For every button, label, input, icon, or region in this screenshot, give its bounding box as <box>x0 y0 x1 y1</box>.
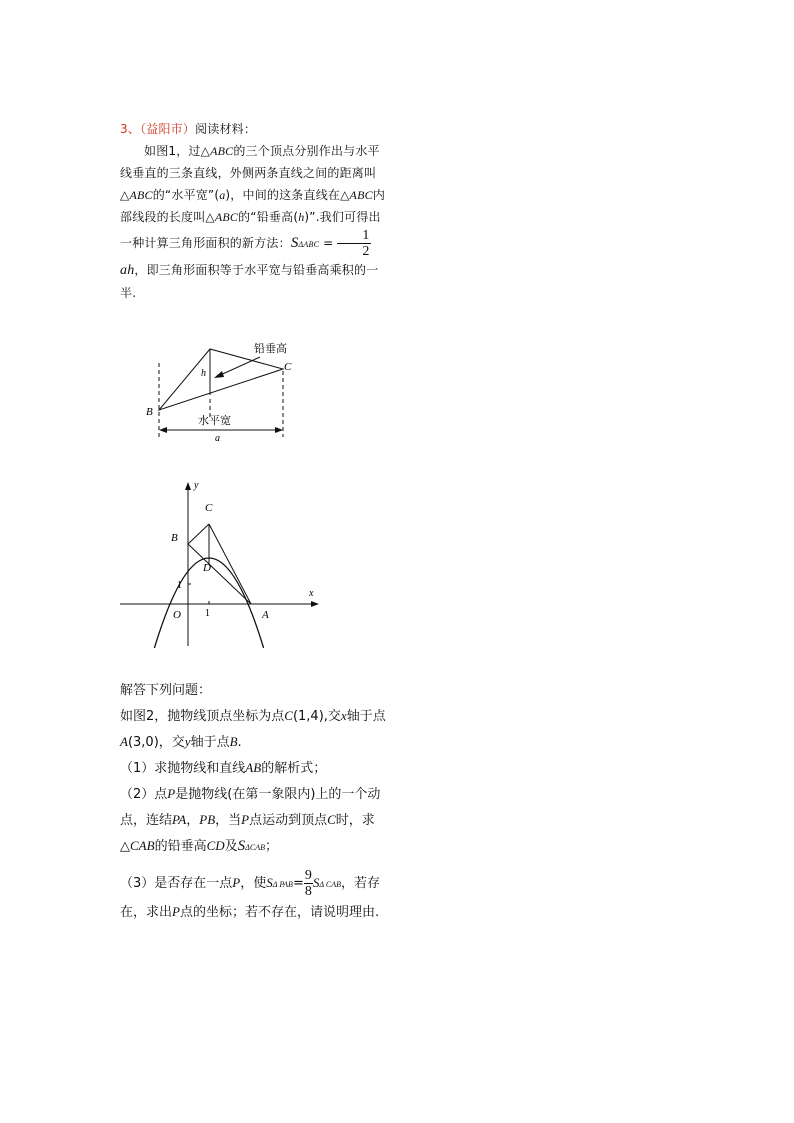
var-abc: ABC <box>210 144 234 158</box>
text: ，当 <box>215 813 242 828</box>
label-A: A <box>262 609 269 621</box>
text: 如图1，过 <box>144 144 201 158</box>
question-number: （1） <box>120 761 155 776</box>
width-arrow-right-head <box>275 427 283 433</box>
text: 点的坐标；若不存在，请说明理由. <box>179 905 380 920</box>
text: ，交 <box>158 735 185 750</box>
problem-heading-text: 阅读材料： <box>195 122 257 136</box>
var-abc: ABC <box>349 188 373 202</box>
point-B: B <box>229 734 238 749</box>
question-stem <box>120 703 388 755</box>
fraction-half <box>337 228 370 259</box>
x-axis-arrow <box>311 601 319 607</box>
text: ，若存在，求出 <box>120 876 381 920</box>
text: 轴于点 <box>190 735 230 750</box>
segment-PB: PB <box>199 812 216 827</box>
label-O: O <box>173 609 181 621</box>
triangle-CAB: CAB <box>130 838 155 853</box>
arrow-head <box>214 371 224 378</box>
label-C: C <box>284 361 292 373</box>
denominator: 2 <box>362 244 370 259</box>
text: 轴于点 <box>346 709 386 724</box>
text: 点运动到顶点 <box>249 813 328 828</box>
area-subscript: ΔCAB <box>245 843 265 852</box>
question-number: （3） <box>120 876 155 891</box>
text: . <box>237 735 242 750</box>
area-subscript: Δ CAB <box>319 880 342 889</box>
var-abc: ABC <box>214 210 239 224</box>
figure-1 <box>140 335 310 445</box>
text: 如图2，抛物线顶点坐标为点 <box>120 709 285 724</box>
triangle-symbol: △ <box>120 188 130 202</box>
equals: = <box>292 876 304 891</box>
text: 及 <box>224 839 238 854</box>
problem-heading <box>120 118 390 140</box>
tick-label-x1: 1 <box>205 608 210 619</box>
questions-intro: 解答下列问题： <box>120 683 212 698</box>
y-axis-arrow <box>185 482 191 490</box>
text: 求抛物线和直线 <box>154 761 246 776</box>
coord-A: (3,0) <box>127 735 159 750</box>
text: )，中间的这条直线在 <box>225 188 341 202</box>
point-P: P <box>241 812 250 827</box>
text: ； <box>264 839 278 854</box>
coord-C: (1,4) <box>292 709 324 724</box>
triangle-symbol: △ <box>340 188 350 202</box>
figure-2 <box>118 478 338 648</box>
text: 的“水平宽”( <box>152 188 220 202</box>
triangle-symbol: △ <box>205 210 215 224</box>
var-y: y <box>184 734 191 749</box>
point-P: P <box>172 904 180 919</box>
label-horizontal-width: 水平宽 <box>198 414 231 427</box>
label-B: B <box>146 406 153 418</box>
label-a: a <box>215 433 220 444</box>
label-B: B <box>171 532 178 544</box>
problem-source: （益阳市） <box>140 122 196 136</box>
var-x: x <box>340 708 347 723</box>
triangle-abc <box>159 349 283 410</box>
denominator: 8 <box>304 884 312 899</box>
triangle-symbol: △ <box>120 839 130 854</box>
label-x: x <box>309 588 314 599</box>
line-AB: AB <box>245 760 262 775</box>
text: 时，求 <box>335 813 375 828</box>
point-C: C <box>327 812 336 827</box>
label-h: h <box>201 368 206 379</box>
segment-CD: CD <box>206 838 225 853</box>
problem-number: 3、 <box>120 122 141 136</box>
text: 的“铅垂高( <box>238 210 299 224</box>
text: 的解析式； <box>261 761 327 776</box>
question-3 <box>120 868 388 925</box>
fraction-nine-eighths <box>304 868 313 899</box>
label-y: y <box>194 480 199 491</box>
text: 是否存在一点 <box>154 876 233 891</box>
numerator: 9 <box>304 868 312 883</box>
var-h: h <box>298 210 305 224</box>
segment-PA: PA <box>172 812 187 827</box>
text: ，即三角形面积等于水平宽与铅垂高乘积的一半. <box>120 263 379 300</box>
label-plumb-height: 铅垂高 <box>254 342 287 355</box>
reading-material <box>120 140 390 304</box>
numerator: 1 <box>337 228 370 244</box>
area-subscript: ΔABC <box>298 240 320 249</box>
text: 内部线段的长度叫 <box>120 188 386 224</box>
tick-label-y1: 1 <box>177 580 182 591</box>
triangle-symbol: △ <box>200 144 211 158</box>
text: 的铅垂高 <box>154 839 207 854</box>
questions <box>120 678 388 925</box>
var-ah: ah <box>120 263 135 278</box>
text: ，使 <box>240 876 267 891</box>
text: ， <box>186 813 200 828</box>
area-symbol: S <box>266 875 273 890</box>
equals: = <box>319 236 338 250</box>
label-D: D <box>203 562 211 574</box>
point-A: A <box>120 734 128 749</box>
segment-BA <box>188 544 251 604</box>
text: ,交 <box>323 709 341 724</box>
segment-BC <box>188 524 209 544</box>
text: )”.我们可得出一种计算三角形面积的新方法： <box>120 210 381 250</box>
area-subscript: Δ PAB <box>272 880 293 889</box>
text: 点 <box>154 787 168 802</box>
question-number: （2） <box>120 787 155 802</box>
text: 是抛物线(在第一象限内)上的一个动点，连结 <box>120 787 381 828</box>
area-symbol: S <box>290 235 299 251</box>
area-symbol: S <box>237 838 246 854</box>
segment-CA <box>209 524 251 604</box>
question-2 <box>120 781 388 860</box>
point-C: C <box>284 708 293 723</box>
var-abc: ABC <box>129 188 153 202</box>
width-arrow-left-head <box>159 427 167 433</box>
text: 的三个顶点分别作出与水平线垂直的三条直线，外侧两条直线之间的距离叫 <box>120 144 380 180</box>
label-C: C <box>205 502 213 514</box>
point-P: P <box>232 875 241 890</box>
point-P: P <box>167 786 176 801</box>
area-symbol: S <box>312 875 320 890</box>
question-1 <box>120 755 388 781</box>
var-a: a <box>219 188 226 202</box>
